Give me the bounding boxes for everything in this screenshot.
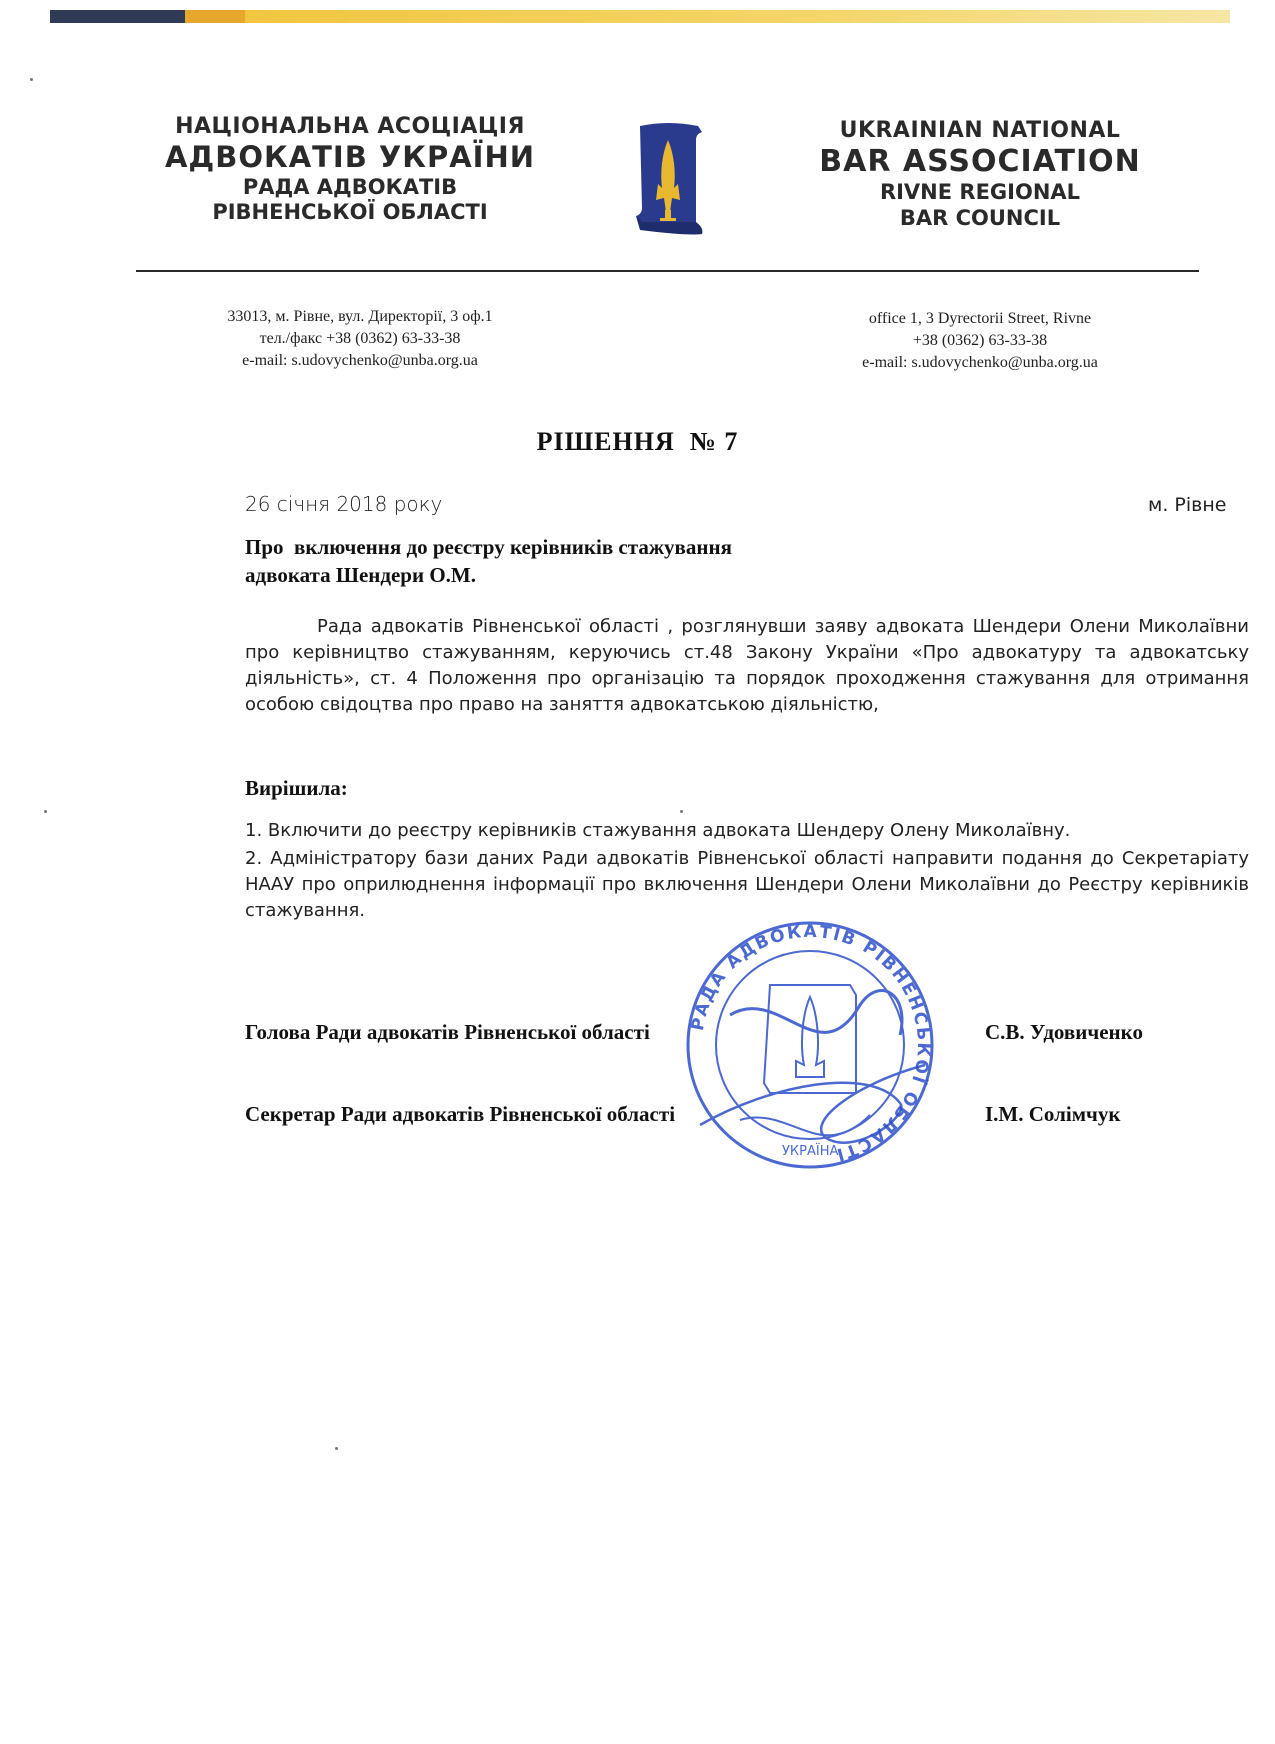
scan-speck: [680, 810, 683, 813]
bar-association-logo-icon: [618, 118, 718, 238]
subject-line1: Про включення до реєстру керівників стажування: [245, 535, 732, 559]
address-ua-email: e-mail: s.udovychenko@unba.org.ua: [242, 352, 478, 369]
document-city: м. Рівне: [1148, 494, 1227, 516]
scan-speck: [44, 810, 47, 813]
address-en-email: e-mail: s.udovychenko@unba.org.ua: [862, 354, 1098, 371]
letterhead-ukrainian: [140, 114, 560, 226]
letterhead-en-line2: BAR ASSOCIATION: [819, 144, 1141, 180]
letterhead-english: [790, 118, 1170, 231]
document-subject: [245, 533, 732, 589]
letterhead-en-line3: RIVNE REGIONAL: [879, 180, 1081, 205]
address-en-phone: +38 (0362) 63-33-38: [912, 332, 1048, 349]
signatory-2-role: Секретар Ради адвокатів Рівненської області: [245, 1102, 676, 1126]
document-title: РІШЕННЯ № 7: [536, 427, 739, 456]
header-divider: [136, 270, 1199, 272]
address-ua-phone: тел./факс +38 (0362) 63-33-38: [259, 330, 461, 347]
address-en-street: office 1, 3 Dyrectorii Street, Rivne: [868, 310, 1092, 327]
letterhead-en-line1: UKRAINIAN NATIONAL: [839, 118, 1121, 143]
address-ukrainian: [190, 306, 530, 372]
preamble-paragraph: Рада адвокатів Рівненської області , розглянувши заяву адвоката Шендери Олени Миколаївни про керівництво стажуванням, керуючись ст.48 Закону України «Про адвокатуру та адвокатську діяльність», ст. 4 Положення про організацію та порядок проходження стажування для отримання особою свідоцтва про право на заняття адвокатською діяльністю,: [245, 616, 1249, 715]
official-stamp-and-signature: [660, 915, 960, 1175]
svg-text:РАДА АДВОКАТІВ РІВНЕНСЬКОЇ ОБЛ: [688, 922, 933, 1165]
letterhead-ua-line1: НАЦІОНАЛЬНА АСОЦІАЦІЯ: [175, 114, 525, 139]
top-bar-dark-segment: [50, 10, 185, 23]
letterhead-ua-line3: РАДА АДВОКАТІВ: [242, 175, 458, 200]
decision-item-1: 1. Включити до реєстру керівників стажування адвоката Шендеру Олену Миколаївну.: [245, 820, 1071, 841]
stamp-bottom-text: УКРАЇНА: [782, 1144, 839, 1159]
address-english: [800, 308, 1160, 374]
top-bar-yellow-segment: [245, 10, 1230, 23]
document-date: 26 січня 2018 року: [245, 492, 443, 516]
top-bar-gold-segment: [185, 10, 245, 23]
decision-item-2: 2. Адміністратору бази даних Ради адвокатів Рівненської області направити подання до Секретаріату НААУ про оприлюднення інформації про включення Шендери Олени Миколаївни до Реєстру керівників стажування.: [245, 848, 1249, 921]
letterhead-en-line4: BAR COUNCIL: [899, 205, 1061, 230]
address-ua-street: 33013, м. Рівне, вул. Директорії, 3 оф.1: [227, 308, 493, 325]
subject-line2: адвоката Шендери О.М.: [245, 563, 476, 587]
stamp-ring-text: РАДА АДВОКАТІВ РІВНЕНСЬКОЇ ОБЛАСТІ: [687, 921, 934, 1165]
decided-label: Вирішила:: [245, 776, 348, 800]
signatory-2-name: І.М. Солімчук: [985, 1102, 1121, 1126]
top-color-bar: [50, 10, 1230, 23]
letterhead-ua-line4: РІВНЕНСЬКОЇ ОБЛАСТІ: [212, 200, 488, 225]
scan-speck: [335, 1447, 338, 1450]
letterhead-ua-line2: АДВОКАТІВ УКРАЇНИ: [164, 140, 536, 175]
scan-speck: [30, 78, 33, 81]
signatory-1-role: Голова Ради адвокатів Рівненської області: [245, 1020, 650, 1044]
signatory-1-name: С.В. Удовиченко: [985, 1020, 1143, 1044]
